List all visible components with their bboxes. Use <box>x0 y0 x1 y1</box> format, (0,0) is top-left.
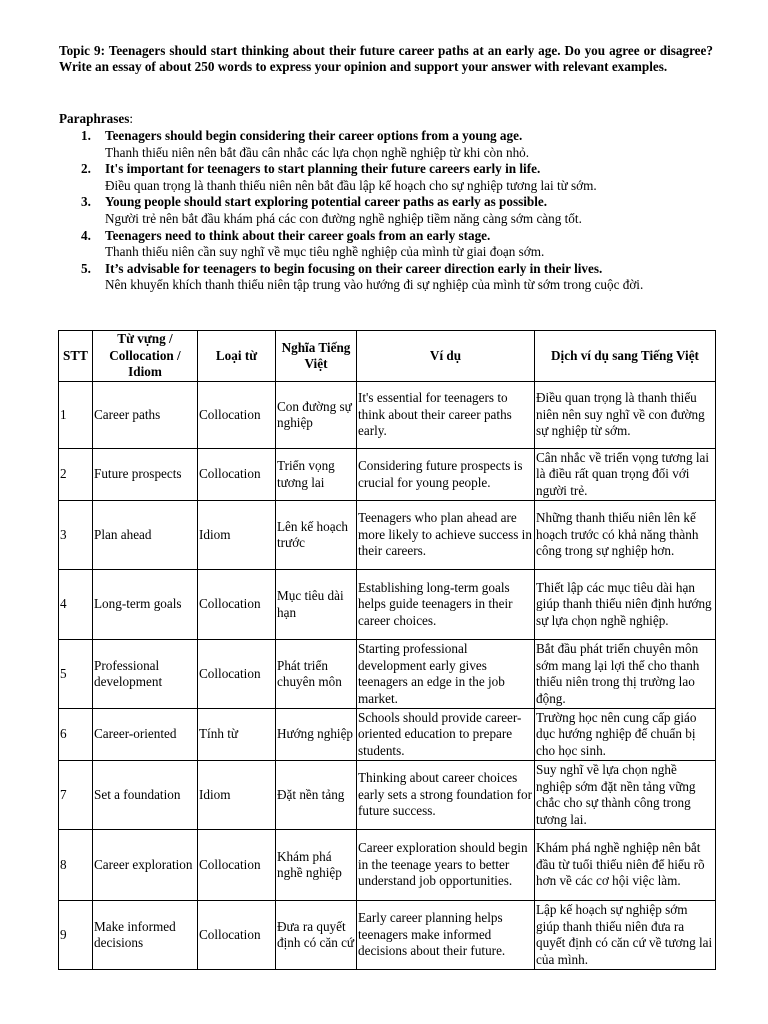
paraphrase-english: Teenagers need to think about their career goals from an early stage. <box>105 227 491 243</box>
cell-meaning: Khám phá nghề nghiệp <box>276 830 357 901</box>
paraphrases-colon: : <box>129 111 134 126</box>
cell-translation: Những thanh thiếu niên lên kế hoạch trước có khả năng thành công trong sự nghiệp hơn. <box>535 501 716 570</box>
paraphrase-item <box>59 128 719 161</box>
cell-stt: 1 <box>59 382 93 449</box>
header-meaning: Nghĩa Tiếng Việt <box>276 331 357 382</box>
table-row <box>59 640 716 709</box>
cell-word-type: Idiom <box>198 501 276 570</box>
cell-stt: 9 <box>59 901 93 970</box>
cell-meaning: Phát triển chuyên môn <box>276 640 357 709</box>
paraphrase-item <box>59 261 719 294</box>
cell-stt: 4 <box>59 570 93 640</box>
cell-translation: Cân nhắc về triển vọng tương lai là điều rất quan trọng đối với người trẻ. <box>535 449 716 501</box>
paraphrase-vietnamese: Người trẻ nên bắt đầu khám phá các con đường nghề nghiệp tiềm năng càng sớm càng tốt. <box>105 210 582 226</box>
table-row <box>59 901 716 970</box>
cell-meaning: Đặt nền tảng <box>276 761 357 830</box>
paraphrase-english: Teenagers should begin considering their career options from a young age. <box>105 128 523 143</box>
paraphrase-list <box>59 128 719 294</box>
paraphrase-vietnamese: Thanh thiếu niên cần suy nghĩ về mục tiêu nghề nghiệp của mình từ giai đoạn sớm. <box>105 244 545 260</box>
header-term: Từ vựng / Collocation / Idiom <box>93 331 198 382</box>
cell-stt: 5 <box>59 640 93 709</box>
cell-term: Professional development <box>93 640 198 709</box>
cell-example: Teenagers who plan ahead are more likely to achieve success in their careers. <box>357 501 535 570</box>
paraphrase-vietnamese: Điều quan trọng là thanh thiếu niên nên bắt đầu lập kế hoạch cho sự nghiệp tương lai từ sớm. <box>105 177 597 193</box>
table-row <box>59 570 716 640</box>
paraphrase-item <box>59 161 719 194</box>
cell-stt: 2 <box>59 449 93 501</box>
cell-translation: Khám phá nghề nghiệp nên bắt đầu từ tuổi thiếu niên để hiểu rõ hơn về các cơ hội việc làm. <box>535 830 716 901</box>
paraphrase-number: 5. <box>81 260 91 276</box>
paraphrase-number: 2. <box>81 161 91 177</box>
cell-example: Considering future prospects is crucial for young people. <box>357 449 535 501</box>
table-row <box>59 830 716 901</box>
cell-example: Thinking about career choices early sets a strong foundation for future success. <box>357 761 535 830</box>
cell-word-type: Collocation <box>198 830 276 901</box>
paraphrases-heading <box>59 111 133 127</box>
paraphrase-number: 4. <box>81 227 91 243</box>
cell-meaning: Con đường sự nghiệp <box>276 382 357 449</box>
cell-stt: 3 <box>59 501 93 570</box>
header-translation: Dịch ví dụ sang Tiếng Việt <box>535 331 716 382</box>
essay-topic: Topic 9: Teenagers should start thinking about their future career paths at an early age. Do you agree or disagree? Write an essay of about 250 words to express your opinion and support your answer with relevant examples. <box>59 43 713 75</box>
cell-meaning: Mục tiêu dài hạn <box>276 570 357 640</box>
cell-word-type: Collocation <box>198 640 276 709</box>
header-word-type: Loại từ <box>198 331 276 382</box>
cell-translation: Trường học nên cung cấp giáo dục hướng nghiệp để chuẩn bị cho học sinh. <box>535 709 716 761</box>
paraphrase-english: Young people should start exploring potential career paths as early as possible. <box>105 194 548 210</box>
cell-meaning: Lên kế hoạch trước <box>276 501 357 570</box>
vocabulary-table <box>58 330 716 970</box>
cell-term: Long-term goals <box>93 570 198 640</box>
paraphrase-english: It’s advisable for teenagers to begin focusing on their career direction early in their lives. <box>105 260 603 276</box>
cell-translation: Điều quan trọng là thanh thiếu niên nên suy nghĩ về con đường sự nghiệp từ sớm. <box>535 382 716 449</box>
cell-stt: 7 <box>59 761 93 830</box>
cell-stt: 8 <box>59 830 93 901</box>
table-row <box>59 761 716 830</box>
table-row <box>59 382 716 449</box>
cell-word-type: Collocation <box>198 570 276 640</box>
cell-example: Starting professional development early gives teenagers an edge in the job market. <box>357 640 535 709</box>
cell-term: Future prospects <box>93 449 198 501</box>
table-row <box>59 709 716 761</box>
cell-example: Schools should provide career-oriented education to prepare students. <box>357 709 535 761</box>
cell-translation: Suy nghĩ về lựa chọn nghề nghiệp sớm đặt nền tảng vững chắc cho sự thành công trong tương lai. <box>535 761 716 830</box>
cell-translation: Thiết lập các mục tiêu dài hạn giúp thanh thiếu niên định hướng sự lựa chọn nghề nghiệp. <box>535 570 716 640</box>
table-header-row <box>59 331 716 382</box>
cell-term: Plan ahead <box>93 501 198 570</box>
cell-example: Career exploration should begin in the teenage years to better understand job opportunities. <box>357 830 535 901</box>
paraphrase-english: It's important for teenagers to start planning their future careers early in life. <box>105 161 541 177</box>
paraphrase-item <box>59 194 719 227</box>
cell-word-type: Tính từ <box>198 709 276 761</box>
cell-term: Career exploration <box>93 830 198 901</box>
cell-word-type: Collocation <box>198 382 276 449</box>
paraphrase-vietnamese: Nên khuyến khích thanh thiếu niên tập trung vào hướng đi sự nghiệp của mình từ sớm trong cuộc đời. <box>105 277 644 293</box>
cell-term: Set a foundation <box>93 761 198 830</box>
paraphrase-item <box>59 228 719 261</box>
cell-translation: Bắt đầu phát triển chuyên môn sớm mang lại lợi thế cho thanh thiếu niên trong thị trường lao động. <box>535 640 716 709</box>
cell-term: Make informed decisions <box>93 901 198 970</box>
cell-example: Establishing long-term goals helps guide teenagers in their career choices. <box>357 570 535 640</box>
cell-example: It's essential for teenagers to think about their career paths early. <box>357 382 535 449</box>
paraphrase-number: 1. <box>81 128 91 143</box>
paraphrases-label: Paraphrases <box>59 111 130 126</box>
cell-meaning: Triển vọng tương lai <box>276 449 357 501</box>
header-example: Ví dụ <box>357 331 535 382</box>
paraphrase-number: 3. <box>81 194 91 210</box>
cell-term: Career paths <box>93 382 198 449</box>
table-row <box>59 449 716 501</box>
cell-term: Career-oriented <box>93 709 198 761</box>
cell-meaning: Hướng nghiệp <box>276 709 357 761</box>
table-row <box>59 501 716 570</box>
cell-translation: Lập kế hoạch sự nghiệp sớm giúp thanh thiếu niên đưa ra quyết định có căn cứ về tương lai của mình. <box>535 901 716 970</box>
paraphrase-vietnamese: Thanh thiếu niên nên bắt đầu cân nhắc các lựa chọn nghề nghiệp từ khi còn nhỏ. <box>105 144 530 160</box>
cell-word-type: Idiom <box>198 761 276 830</box>
header-stt: STT <box>59 331 93 382</box>
cell-word-type: Collocation <box>198 449 276 501</box>
cell-example: Early career planning helps teenagers make informed decisions about their future. <box>357 901 535 970</box>
cell-stt: 6 <box>59 709 93 761</box>
cell-word-type: Collocation <box>198 901 276 970</box>
cell-meaning: Đưa ra quyết định có căn cứ <box>276 901 357 970</box>
